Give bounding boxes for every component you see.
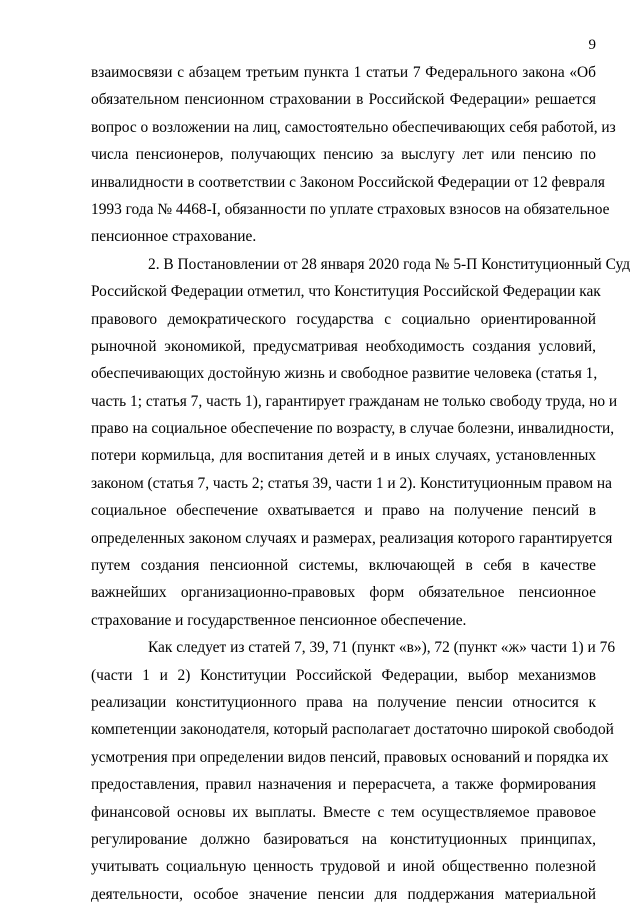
paragraph: [91, 251, 631, 634]
text-line: часть 1; статья 7, часть 1), гарантирует гражданам не только свободу труда, но и: [91, 392, 618, 410]
text-line: деятельности, особое значение пенсии для поддержания материальной: [91, 885, 596, 903]
text-line: обязательном пенсионном страховании в Российской Федерации» решается: [91, 91, 596, 109]
text-line: обеспечивающих достойную жизнь и свободное развитие человека (статья 1,: [91, 365, 598, 383]
text-line: Как следует из статей 7, 39, 71 (пункт «в»), 72 (пункт «ж» части 1) и 76: [148, 639, 616, 657]
text-line: взаимосвязи с абзацем третьим пункта 1 статьи 7 Федерального закона «Об: [91, 64, 596, 81]
text-line: рыночной экономикой, предусматривая необходимость создания условий,: [91, 337, 596, 355]
text-line: страхование и государственное пенсионное обеспечение.: [91, 611, 467, 629]
text-line: право на социальное обеспечение по возрасту, в случае болезни, инвалидности,: [91, 420, 615, 438]
text-line: компетенции законодателя, который располагает достаточно широкой свободой: [91, 721, 614, 739]
text-line: финансовой основы их выплаты. Вместе с тем осуществляемое правовое: [91, 803, 596, 821]
page-number: 9: [588, 37, 596, 53]
text-line: 1993 года № 4468-I, обязанности по уплате страховых взносов на обязательное: [91, 200, 610, 218]
text-line: регулирование должно базироваться на конституционных принципах,: [91, 830, 596, 848]
text-line: вопрос о возложении на лиц, самостоятельно обеспечивающих себя работой, из: [91, 118, 616, 136]
text-line: 2. В Постановлении от 28 января 2020 года № 5-П Конституционный Суд: [148, 255, 631, 273]
text-line: потери кормильца, для воспитания детей и в иных случаях, установленных: [91, 447, 596, 465]
text-line: определенных законом случаях и размерах, реализация которого гарантируется: [91, 529, 613, 547]
text-line: Российской Федерации отметил, что Конституция Российской Федерации как: [91, 283, 601, 301]
text-line: учитывать социальную ценность трудовой и иной общественно полезной: [91, 858, 596, 876]
text-line: предоставления, правил назначения и перерасчета, а также формирования: [91, 776, 596, 794]
text-line: путем создания пенсионной системы, включающей в себя в качестве: [91, 557, 596, 575]
paragraph: [91, 634, 616, 908]
text-line: правового демократического государства с социально ориентированной: [91, 310, 596, 328]
text-line: важнейших организационно-правовых форм обязательное пенсионное: [91, 584, 596, 602]
paragraph: [91, 59, 616, 251]
text-line: пенсионное страхование.: [91, 228, 257, 246]
text-line: реализации конституционного права на получение пенсии относится к: [91, 693, 596, 711]
text-line: законом (статья 7, часть 2; статья 39, части 1 и 2). Конституционным правом на: [91, 474, 612, 492]
text-line: (части 1 и 2) Конституции Российской Федерации, выбор механизмов: [91, 666, 596, 684]
text-line: усмотрения при определении видов пенсий, правовых оснований и порядка их: [91, 748, 609, 766]
text-line: инвалидности в соответствии с Законом Российской Федерации от 12 февраля: [91, 173, 605, 191]
body-text: [91, 59, 631, 908]
text-line: социальное обеспечение охватывается и право на получение пенсий в: [91, 502, 596, 520]
text-line: числа пенсионеров, получающих пенсию за выслугу лет или пенсию по: [91, 146, 596, 164]
